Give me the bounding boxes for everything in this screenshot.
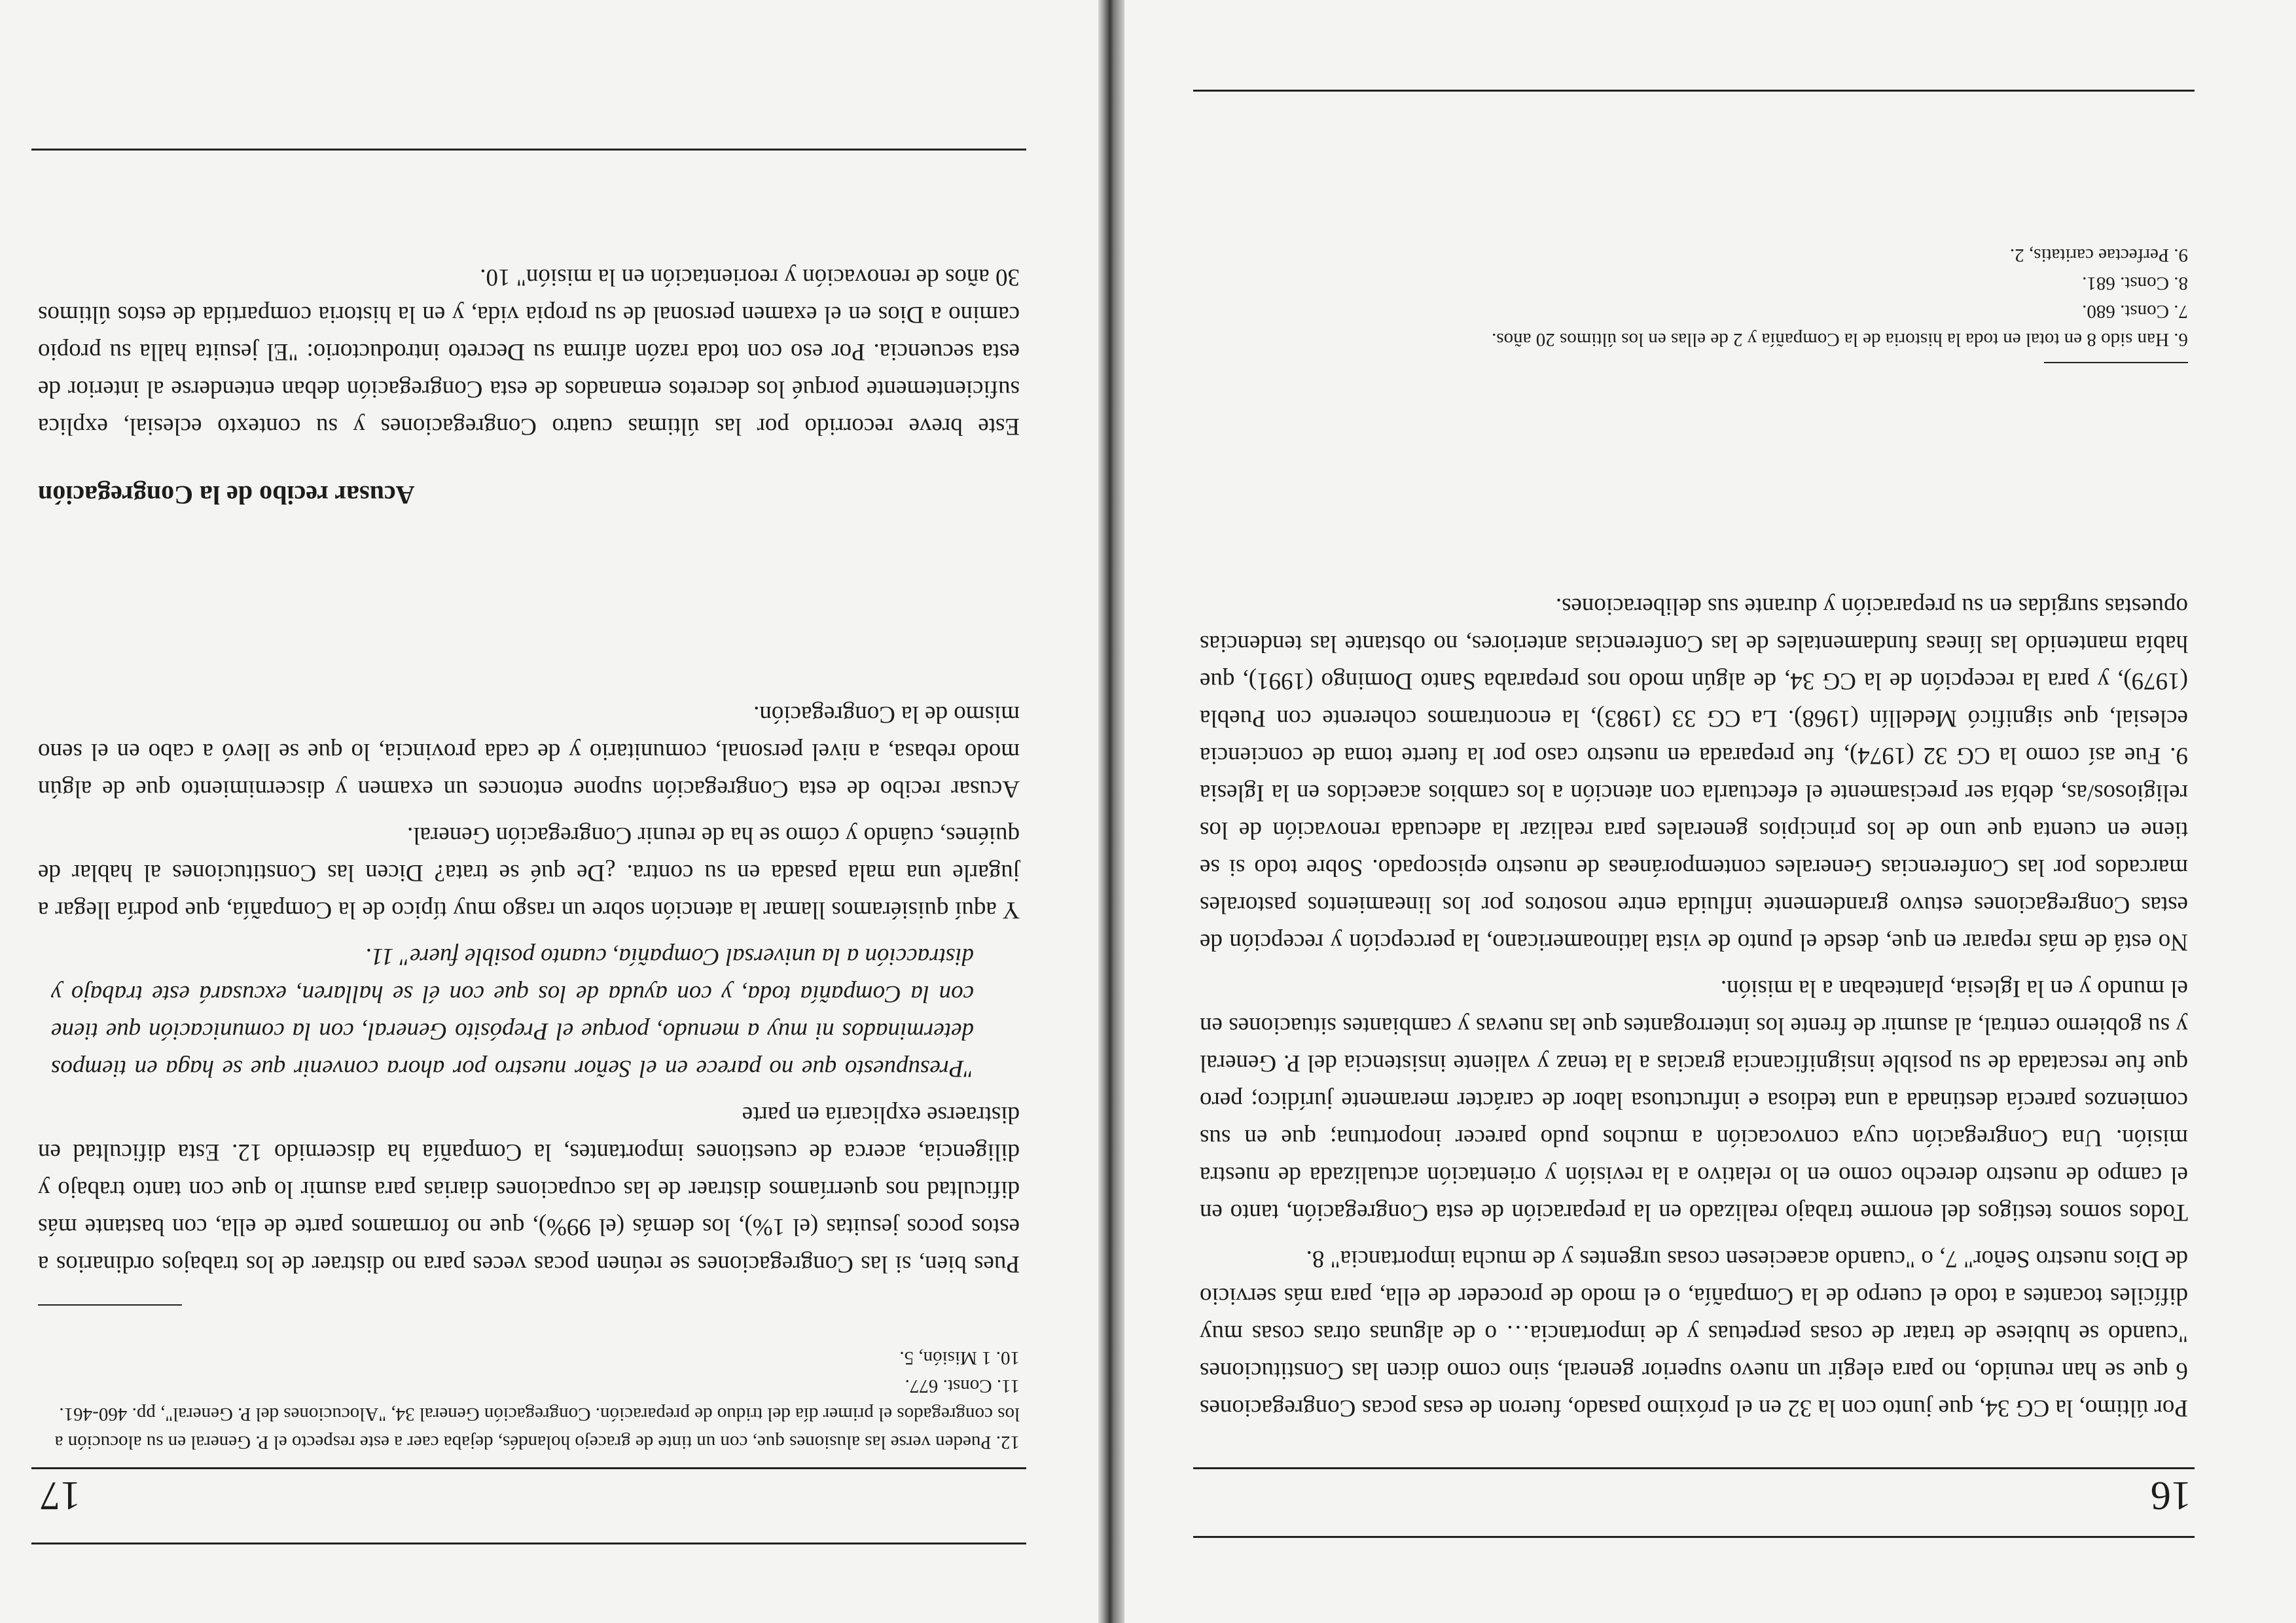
footnote: 6. Han sido 8 en total en toda la historia de la Compañía y 2 de ellas en los últimos 20 años. [1492, 329, 2188, 350]
footnote: 9. Perfectae caritatis, 2. [2009, 245, 2188, 266]
page-17 [0, 0, 1098, 1623]
footnote-rule [38, 1304, 182, 1306]
footnote: 8. Const. 681. [2082, 273, 2188, 294]
paragraph: Todos somos testigos del enorme trabajo realizado en la preparación de esta Congregación, tanto en el campo de nuestro derecho como en lo relativo a la revisión y orientación actualizada de nuestra misión. Una Congregación cuya convocación a muchos pudo parecer inoportuna; que en sus comienzos parecía destinada a una tediosa e infructuosa labor de carácter meramente jurídico; pero que fue rescatada de su posible insignificancia gracias a la tenaz y valiente insistencia del P. General y su gobierno central, al asumir de frente los interrogantes que las nuevas y cambiantes situaciones en el mundo y en la Iglesia, planteaban a la misión. [1200, 975, 2188, 1226]
intro-text [38, 249, 1020, 445]
paragraph: Pues bien, si las Congregaciones se reúnen pocas veces para no distraer de los trabajos ordinarios a estos pocos jesuitas (el 1%), los demás (el 99%), que no formamos parte de ella, con bastante más dificultad nos querríamos distraer de las ocupaciones diarias para asumir lo que con tanto trabajo y diligencia, acerca de cuestiones importantes, la Compañía ha discernido 12. Esta dificultad en distraerse explicaría en parte [38, 1101, 1020, 1277]
footnote: 11. Const. 677. [905, 1376, 1020, 1397]
header-rule [1193, 1467, 2195, 1469]
paragraph: No está de más reparar en que, desde el punto de vista latinoamericano, la percepción y recepción de estas Congregaciones estuvo grandemente influida entre nosotros por los lineamientos pastorales marcados por las Conferencias Generales contemporáneas de nuestro episcopado. Sobre todo si se tiene en cuenta que uno de los principios generales para realizar la adecuada renovación de los religiosos/as, debía ser precisamente el efectuarla con atención a los cambios acaecidos en la Iglesia 9. Fue así como la CG 32 (1974), fue preparada en nuestro caso por la fuerte toma de conciencia eclesial, que significó Medellín (1968). La CG 33 (1983), la encontramos coherente con Puebla (1979), y para la recepción de la CG 34, de algún modo nos preparaba Santo Domingo (1991), que había mantenido las líneas fundamentales de las Conferencias anteriores, no obstante las tendencias opuestas surgidas en su preparación y durante sus deliberaciones. [1200, 593, 2188, 955]
book-gutter [1098, 0, 1124, 1623]
footnote: 7. Const. 680. [2082, 301, 2188, 322]
footnote: 12. Pueden verse las alusiones que, con un tinte de gracejo holandés, dejaba caer a este respecto el P. General en su alocución a los congregados el primer día del triduo de preparación. Congregación General 34, "Alocuciones del P. General", pp. 460-461. [54, 1404, 1020, 1453]
paragraph: Acusar recibo de esta Congregación supone entonces un examen y discernimiento que de algún modo rebasa, a nivel personal, comunitario y de cada provincia, lo que se llevó a cabo en el seno mismo de la Congregación. [38, 701, 1020, 802]
top-rule [1193, 1536, 2195, 1538]
quotation: "Presupuesto que no parece en el Señor nuestro por ahora convenir que se haga en tiempos determinados ni muy a menudo, porque el Prepósito General, con la comunicación que tiene con la Compañía toda, y con ayuda de los que con él se hallaren, excusará este trabajo y distracción a la universal Compañía, cuanto posible fuere" 11. [51, 943, 974, 1082]
page-16 [1123, 0, 2296, 1623]
footnotes [38, 1344, 1020, 1456]
footnotes [1200, 241, 2188, 353]
bottom-rule [31, 149, 1026, 151]
page-number: 16 [2151, 1473, 2191, 1518]
footnote: 10. 1 Misión, 5. [899, 1347, 1020, 1368]
paragraph: Y aquí quisiéramos llamar la atención sobre un rasgo muy típico de la Compañía, que podría llegar a jugarle una mala pasada en su contra. ¿De qué se trata? Dicen las Constituciones al hablar de quiénes, cuándo y cómo se ha de reunir Congregación General. [38, 822, 1020, 923]
top-rule [31, 1543, 1026, 1544]
footnote-rule [2044, 362, 2188, 363]
page-number: 17 [40, 1473, 81, 1518]
paragraph: Este breve recorrido por las últimas cuatro Congregaciones y su contexto eclesial, explica suficientemente porqué los decretos emanados de esta Congregación deban entenderse al interior de esta secuencia. Por eso con toda razón afirma su Decreto introductorio: "El jesuita halla su propio camino a Dios en el examen personal de su propia vida, y en la historia compartida de estos últimos 30 años de renovación y reorientación en la misión" 10. [38, 264, 1020, 440]
bottom-rule [1193, 90, 2195, 92]
main-text [38, 687, 1020, 1283]
main-text [1200, 579, 2188, 1427]
header-rule [31, 1467, 1026, 1469]
paragraph: Por último, la CG 34, que junto con la 32 en el próximo pasado, fueron de esas pocas Congregaciones 6 que se han reunido, no para elegir un nuevo superior general, sino como dicen las Constituciones "cuando se hubiese de tratar de cosas perpetuas y de importancia… o de algunas otras cosas muy difíciles tocantes a todo el cuerpo de la Compañía, o el modo de proceder de ella, para más servicio de Dios nuestro Señor" 7, o "cuando acaeciesen cosas urgentes y de mucha importancia" 8. [1200, 1245, 2188, 1421]
section-heading: Acusar recibo de la Congregación [38, 480, 415, 510]
